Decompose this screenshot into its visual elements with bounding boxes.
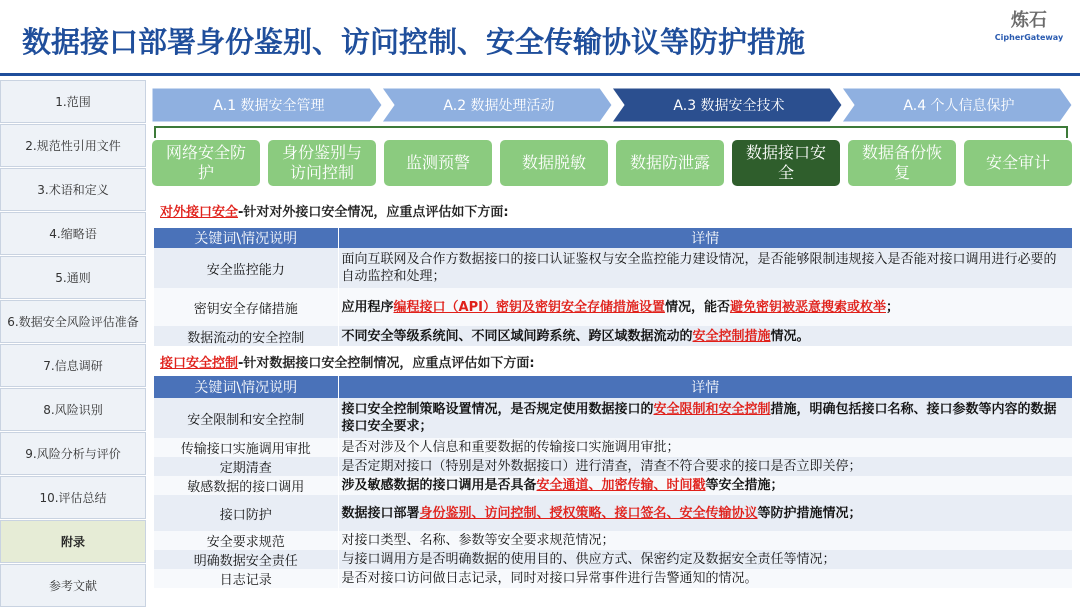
detail-text: 等防护措施情况； <box>757 505 862 521</box>
sidebar-item-12[interactable]: 参考文献 <box>0 564 146 607</box>
detail-text: 不同安全等级系统间、不同区域间跨系统、跨区域数据流动的 <box>341 328 693 344</box>
tag-label: 网络安全防护 <box>165 143 246 182</box>
sidebar-item-7[interactable]: 7.信息调研 <box>0 344 146 387</box>
sidebar-item-10[interactable]: 10.评估总结 <box>0 476 146 519</box>
detail-text: 与接口调用方是否明确数据的使用目的、供应方式、保密约定及数据安全责任等情况； <box>341 552 836 567</box>
detail-text: 面向互联网及合作方数据接口的接口认证鉴权与安全监控能力建设情况，是否能够限制违规接入是否能对接口调用进行必要的自动监控和处理； <box>341 252 1057 284</box>
tag-8[interactable] <box>964 140 1072 186</box>
row-detail <box>338 495 1072 531</box>
sidebar-item-9[interactable]: 9.风险分析与评价 <box>0 432 146 475</box>
sidebar-item-11[interactable]: 附录 <box>0 520 146 563</box>
tag-7[interactable] <box>848 140 956 186</box>
detail-text: 是否对接口访问做日志记录，同时对接口异常事件进行告警通知的情况。 <box>341 571 758 586</box>
step-label-4: A.4 个人信息保护 <box>903 98 1015 114</box>
section-heading-control-text: -针对数据接口安全控制情况，应重点评估如下方面: <box>238 356 535 371</box>
row-key: 安全要求规范 <box>154 531 338 550</box>
table-header-row <box>154 228 1072 248</box>
row-detail <box>338 398 1072 438</box>
t2-row-3 <box>154 457 1072 476</box>
tag-5[interactable] <box>616 140 724 186</box>
tag-bracket <box>154 126 1068 138</box>
t1-row-3 <box>154 326 1072 346</box>
detail-text: 对接口类型、名称、参数等安全要求规范情况； <box>341 533 615 548</box>
step-arrows <box>152 88 1072 122</box>
t2-row-1 <box>154 398 1072 438</box>
row-detail <box>338 569 1072 588</box>
section-heading-external-text: -针对对外接口安全情况，应重点评估如下方面: <box>238 205 509 220</box>
section-heading-control <box>160 352 535 371</box>
table-interface-control <box>154 376 1072 588</box>
detail-text: 是否定期对接口（特别是对外数据接口）进行清查，清查不符合要求的接口是否立即关停； <box>341 459 862 474</box>
row-key: 明确数据安全责任 <box>154 550 338 569</box>
row-key: 日志记录 <box>154 569 338 588</box>
category-tags <box>152 140 1072 186</box>
detail-text: 数据接口部署 <box>341 505 420 521</box>
tag-label: 监测预警 <box>405 153 470 172</box>
row-detail <box>338 531 1072 550</box>
sidebar-item-8[interactable]: 8.风险识别 <box>0 388 146 431</box>
highlight-text: 安全通道、加密传输、时间戳 <box>536 478 706 493</box>
row-key: 密钥安全存储措施 <box>154 288 338 326</box>
t2-row-2 <box>154 438 1072 457</box>
row-key: 敏感数据的接口调用 <box>154 476 338 495</box>
header-detail: 详情 <box>338 228 1072 248</box>
header-key: 关键词\情况说明 <box>154 376 338 398</box>
section-heading-external-highlight: 对外接口安全 <box>160 205 239 220</box>
row-detail <box>338 457 1072 476</box>
highlight-text: 安全控制措施 <box>692 328 771 344</box>
tag-2[interactable] <box>268 140 376 186</box>
detail-text: 措施，明确包括接口名称、接口参数等内容的数据接口安全要求； <box>341 402 1057 434</box>
tag-label: 数据防泄露 <box>630 153 711 172</box>
header-detail: 详情 <box>338 376 1072 398</box>
detail-text: 情况，能否 <box>664 299 730 315</box>
t2-row-6 <box>154 531 1072 550</box>
tag-label: 数据备份恢复 <box>861 143 942 182</box>
detail-text: 是否对涉及个人信息和重要数据的传输接口实施调用审批； <box>341 440 680 455</box>
sidebar-item-2[interactable]: 2.规范性引用文件 <box>0 124 146 167</box>
t2-row-7 <box>154 550 1072 569</box>
tag-1[interactable] <box>152 140 260 186</box>
sidebar-item-3[interactable]: 3.术语和定义 <box>0 168 146 211</box>
row-key: 定期清查 <box>154 457 338 476</box>
sidebar-item-5[interactable]: 5.通则 <box>0 256 146 299</box>
section-heading-control-highlight: 接口安全控制 <box>160 356 239 371</box>
logo-cn: 炼石 <box>1011 10 1047 31</box>
t2-row-5 <box>154 495 1072 531</box>
step-label-3: A.3 数据安全技术 <box>673 98 785 114</box>
sidebar-item-6[interactable]: 6.数据安全风险评估准备 <box>0 300 146 343</box>
detail-text: 接口安全控制策略设置情况，是否规定使用数据接口的 <box>341 402 654 417</box>
sidebar-item-1[interactable]: 1.范围 <box>0 80 146 123</box>
row-key: 安全限制和安全控制 <box>154 398 338 438</box>
tag-label: 身份鉴别与访问控制 <box>282 143 363 182</box>
table-external-interface <box>154 228 1072 346</box>
row-detail <box>338 476 1072 495</box>
row-key: 传输接口实施调用审批 <box>154 438 338 457</box>
row-detail <box>338 326 1072 346</box>
t2-row-8 <box>154 569 1072 588</box>
sidebar-item-4[interactable]: 4.缩略语 <box>0 212 146 255</box>
tag-4[interactable] <box>500 140 608 186</box>
table-header-row <box>154 376 1072 398</box>
tag-6[interactable] <box>732 140 840 186</box>
t1-row-1 <box>154 248 1072 288</box>
row-key: 安全监控能力 <box>154 248 338 288</box>
highlight-text: 身份鉴别、访问控制、授权策略、接口签名、安全传输协议 <box>419 505 758 521</box>
page-title: 数据接口部署身份鉴别、访问控制、安全传输协议等防护措施 <box>22 25 806 59</box>
row-detail <box>338 438 1072 457</box>
highlight-text: 编程接口（API）密钥及密钥安全存储措施设置 <box>393 299 665 315</box>
logo-en: CipherGateway <box>994 33 1064 42</box>
tag-label: 数据脱敏 <box>521 153 586 172</box>
title-divider <box>0 73 1080 76</box>
detail-text: 等安全措施； <box>705 478 784 493</box>
title-bar <box>0 0 1080 70</box>
row-key: 数据流动的安全控制 <box>154 326 338 346</box>
detail-text: 涉及敏感数据的接口调用是否具备 <box>341 478 537 493</box>
logo <box>992 6 1066 42</box>
header-key: 关键词\情况说明 <box>154 228 338 248</box>
section-heading-external <box>160 201 509 220</box>
tag-label: 安全审计 <box>985 153 1050 172</box>
sidebar-nav <box>0 80 146 608</box>
row-detail <box>338 288 1072 326</box>
step-label-2: A.2 数据处理活动 <box>443 98 555 114</box>
row-detail <box>338 248 1072 288</box>
t2-row-4 <box>154 476 1072 495</box>
highlight-text: 安全限制和安全控制 <box>653 402 771 417</box>
row-key: 接口防护 <box>154 495 338 531</box>
tag-label: 数据接口安全 <box>745 143 826 182</box>
tag-3[interactable] <box>384 140 492 186</box>
highlight-text: 避免密钥被恶意搜索或枚举 <box>729 299 886 315</box>
detail-text: 情况。 <box>770 328 810 344</box>
step-label-1: A.1 数据安全管理 <box>213 98 325 114</box>
detail-text: 应用程序 <box>341 299 394 315</box>
row-detail <box>338 550 1072 569</box>
detail-text: ； <box>885 299 899 315</box>
t1-row-2 <box>154 288 1072 326</box>
